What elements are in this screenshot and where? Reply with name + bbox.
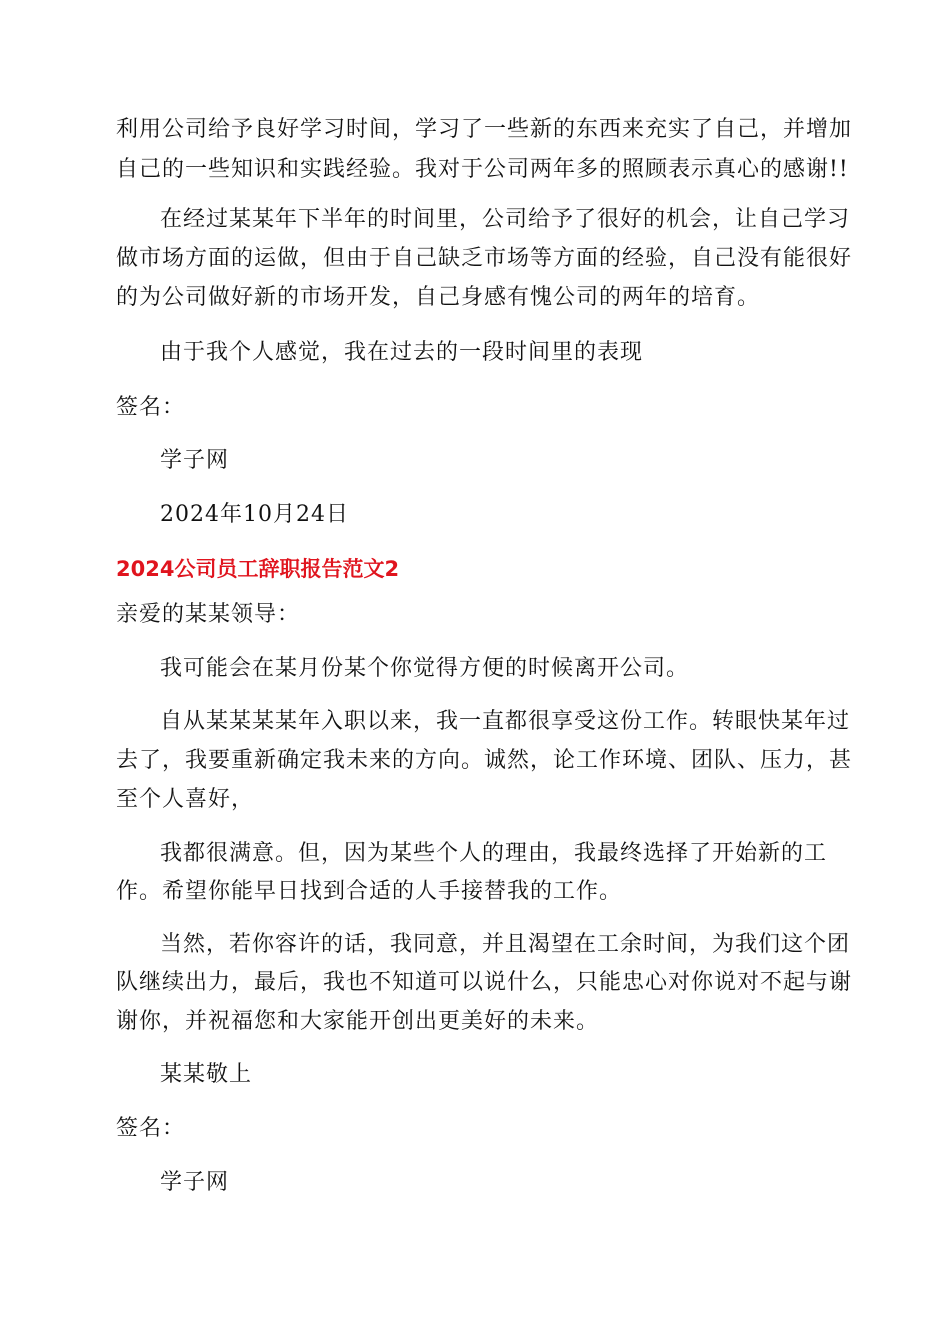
paragraph-line: 的为公司做好新的市场开发，自己身感有愧公司的两年的培育。 [116, 285, 761, 310]
paragraph-line: 作。希望你能早日找到合适的人手接替我的工作。 [116, 879, 623, 904]
paragraph-line: 利用公司给予良好学习时间，学习了一些新的东西来充实了自己，并增加 [116, 117, 853, 142]
paragraph-line: 在经过某某年下半年的时间里，公司给予了很好的机会，让自己学习 [160, 207, 851, 232]
paragraph-line: 由于我个人感觉，我在过去的一段时间里的表现 [160, 340, 644, 365]
signature-label: 签名： [116, 1116, 186, 1141]
section-heading: 2024公司员工辞职报告范文2 [116, 557, 400, 581]
paragraph-line: 至个人喜好， [116, 787, 255, 812]
date: 2024年10月24日 [160, 502, 349, 527]
paragraph-line: 队继续出力，最后，我也不知道可以说什么，只能忠心对你说对不起与谢 [116, 970, 853, 995]
signer-name: 学子网 [160, 448, 230, 473]
paragraph-line: 自己的一些知识和实践经验。我对于公司两年多的照顾表示真心的感谢!! [116, 157, 849, 182]
paragraph-line: 我可能会在某月份某个你觉得方便的时候离开公司。 [160, 656, 690, 681]
paragraph-line: 自从某某某某年入职以来，我一直都很享受这份工作。转眼快某年过 [160, 709, 851, 734]
signer-name: 学子网 [160, 1170, 230, 1195]
paragraph-line: 谢你，并祝福您和大家能开创出更美好的未来。 [116, 1009, 600, 1034]
closing: 某某敬上 [160, 1062, 253, 1087]
paragraph-line: 去了，我要重新确定我未来的方向。诚然，论工作环境、团队、压力，甚 [116, 748, 853, 773]
salutation: 亲爱的某某领导： [116, 602, 301, 627]
paragraph-line: 做市场方面的运做，但由于自己缺乏市场等方面的经验，自己没有能很好 [116, 246, 853, 271]
paragraph-line: 我都很满意。但，因为某些个人的理由，我最终选择了开始新的工 [160, 841, 828, 866]
paragraph-line: 当然，若你容许的话，我同意，并且渴望在工余时间，为我们这个团 [160, 932, 851, 957]
signature-label: 签名： [116, 395, 186, 420]
